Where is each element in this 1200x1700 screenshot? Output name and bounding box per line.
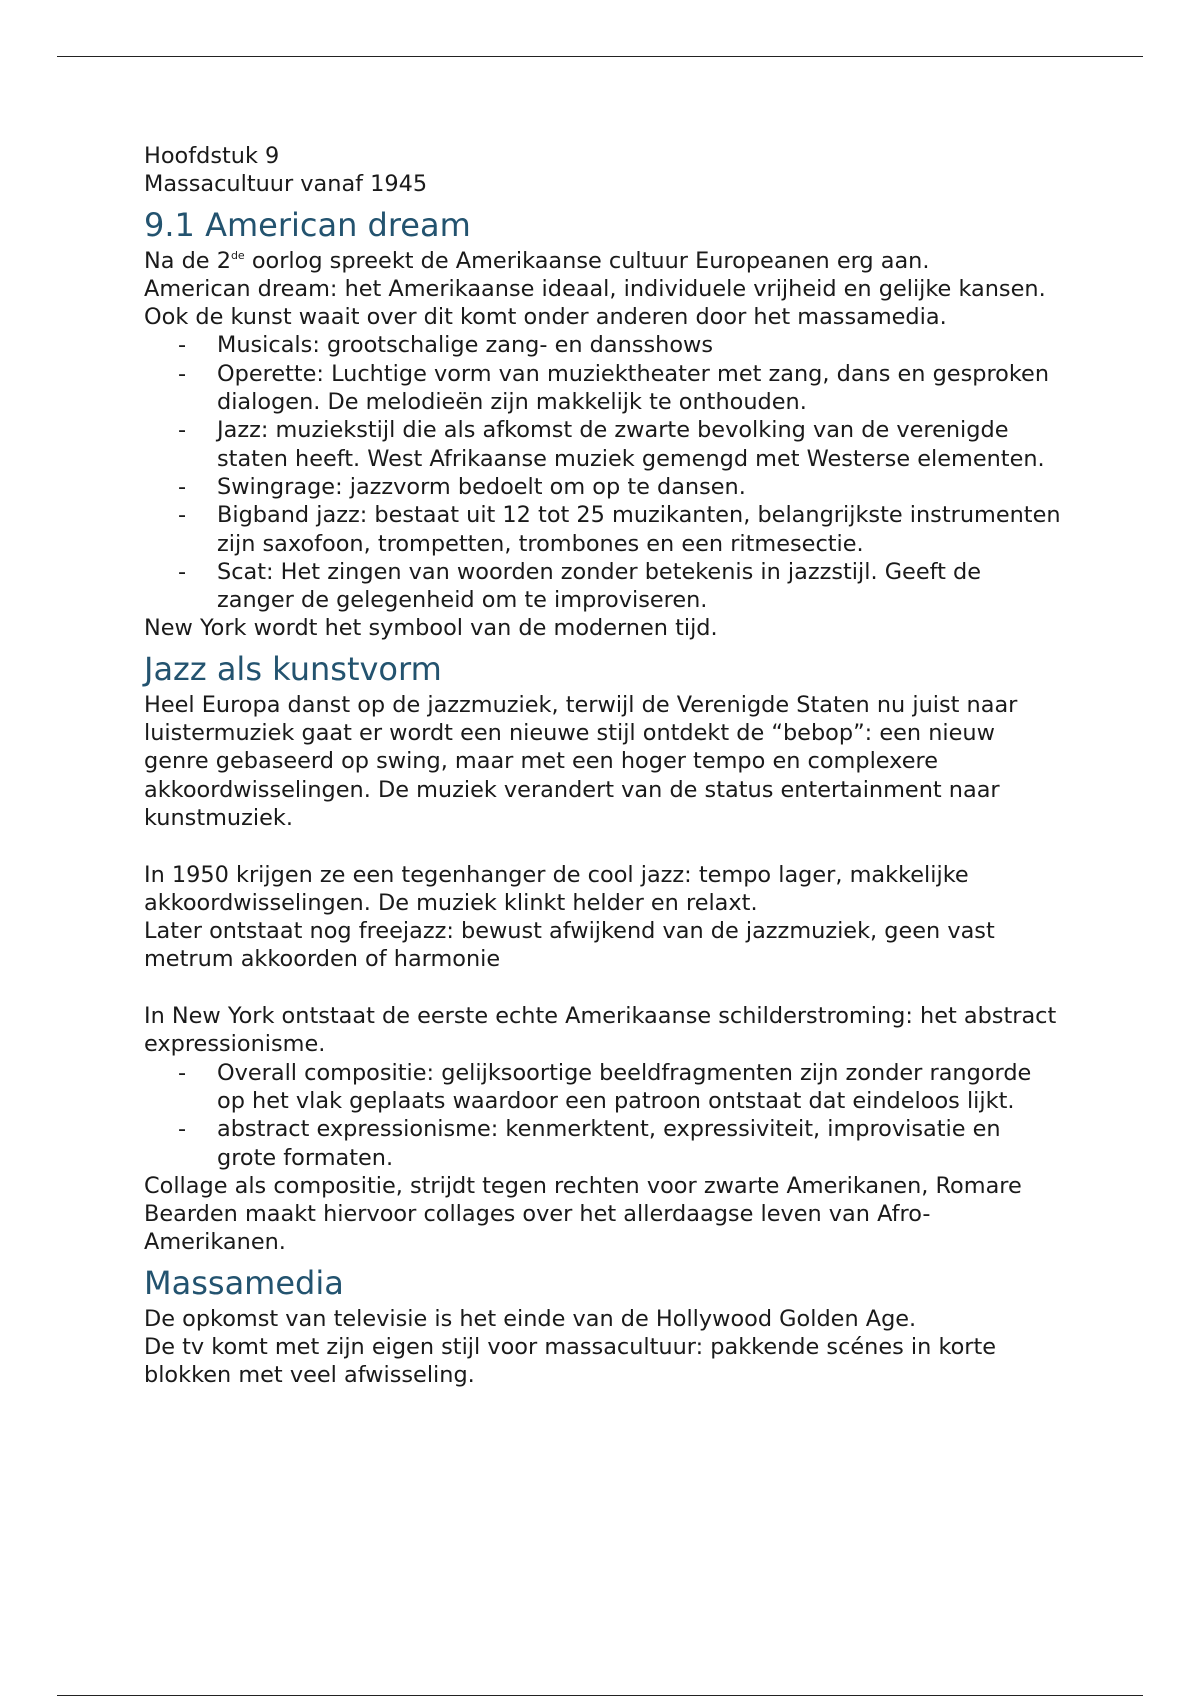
- paragraph: Collage als compositie, strijdt tegen rechten voor zwarte Amerikanen, Romare Bearden maakt hiervoor collages over het allerdaagse leven van Afro-Amerikanen.: [144, 1172, 1029, 1256]
- paragraph: In New York ontstaat de eerste echte Amerikaanse schilderstroming: het abstract expressionisme.: [144, 1003, 1064, 1058]
- list-item: - Operette: Luchtige vorm van muziektheater met zang, dans en gesproken dialogen. De melodieën zijn makkelijk te onthouden.: [144, 360, 1064, 417]
- intro-text-start: Na de 2: [144, 247, 231, 274]
- list-item: - Musicals: grootschalige zang- en dansshows: [144, 331, 1064, 359]
- paragraph-gap: [144, 832, 1064, 860]
- paragraph: [144, 247, 1064, 275]
- list-item: - Jazz: muziekstijl die als afkomst de zwarte bevolking van de verenigde staten heeft. West Afrikaanse muziek gemengd met Westerse elementen.: [144, 416, 1064, 473]
- paragraph: In 1950 krijgen ze een tegenhanger de cool jazz: tempo lager, makkelijke akkoordwisselingen. De muziek klinkt helder en relaxt.: [144, 861, 976, 916]
- document-body: [144, 142, 1064, 1390]
- list-item: - Bigband jazz: bestaat uit 12 tot 25 muzikanten, belangrijkste instrumenten zijn saxofoon, trompetten, trombones en een ritmesectie.: [144, 501, 1064, 558]
- intro-text-end: oorlog spreekt de Amerikaanse cultuur Europeanen erg aan.: [244, 247, 930, 274]
- paragraph: De opkomst van televisie is het einde van de Hollywood Golden Age.: [144, 1305, 917, 1332]
- paragraph: Ook de kunst waait over dit komt onder anderen door het massamedia.: [144, 304, 947, 331]
- paragraph: De tv komt met zijn eigen stijl voor massacultuur: pakkende scénes in korte blokken met veel afwisseling.: [144, 1333, 1004, 1389]
- chapter-label: Hoofdstuk 9: [144, 143, 280, 169]
- ordinal-superscript: de: [230, 248, 245, 262]
- paragraph: New York wordt het symbool van de modernen tijd.: [144, 615, 718, 642]
- list-item: - abstract expressionisme: kenmerktent, expressiviteit, improvisatie en grote formaten.: [144, 1115, 1064, 1172]
- section-heading-american-dream: 9.1 American dream: [144, 205, 471, 244]
- list-item: - Scat: Het zingen van woorden zonder betekenis in jazzstijl. Geeft de zanger de gelegenheid om te improviseren.: [144, 558, 1064, 615]
- paragraph: Heel Europa danst op de jazzmuziek, terwijl de Verenigde Staten nu juist naar luistermuziek gaat er wordt een nieuwe stijl ontdekt de “bebop”: een nieuw genre gebaseerd op swing, maar met een hoger tempo en complexere akkoordwisselingen. De muziek verandert van de status entertainment naar kunstmuziek.: [144, 691, 1025, 831]
- section-heading-massamedia: Massamedia: [144, 1263, 344, 1302]
- section-heading-jazz: Jazz als kunstvorm: [144, 649, 442, 688]
- top-rule: [57, 56, 1143, 57]
- list-item: - Overall compositie: gelijksoortige beeldfragmenten zijn zonder rangorde op het vlak geplaats waardoor een patroon ontstaat dat eindeloos lijkt.: [144, 1059, 1064, 1116]
- bullet-list: [144, 331, 1064, 614]
- list-item: - Swingrage: jazzvorm bedoelt om op te dansen.: [144, 473, 1064, 501]
- bottom-rule: [57, 1695, 1143, 1696]
- bullet-list: [144, 1059, 1064, 1172]
- chapter-subtitle: Massacultuur vanaf 1945: [144, 171, 428, 198]
- paragraph-gap: [144, 974, 1064, 1002]
- paragraph: American dream: het Amerikaanse ideaal, individuele vrijheid en gelijke kansen.: [144, 275, 1046, 302]
- paragraph: Later ontstaat nog freejazz: bewust afwijkend van de jazzmuziek, geen vast metrum akkoorden of harmonie: [144, 918, 1002, 973]
